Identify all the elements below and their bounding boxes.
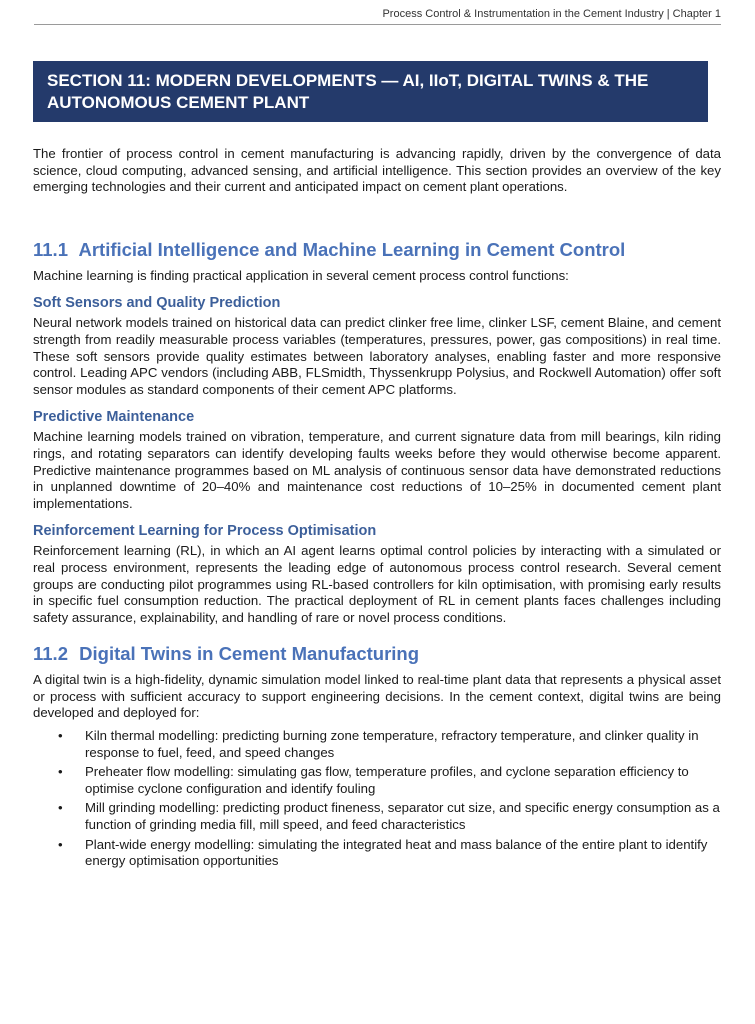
subheading-predictive-maintenance: Predictive Maintenance bbox=[33, 409, 195, 426]
heading-11-2-title: Digital Twins in Cement Manufacturing bbox=[79, 643, 420, 665]
list-item bbox=[33, 764, 721, 797]
digital-twin-uses-list bbox=[33, 728, 721, 870]
bullet-marker: • bbox=[58, 836, 63, 852]
reinforcement-learning-paragraph: Reinforcement learning (RL), in which an AI agent learns optimal control policies by interacting with a simulated or real process environment, represents the leading edge of autonomous process control research. Several cement groups are conducting pilot programmes using RL-based controllers for kiln optimisation, with promising early results in specific fuel consumption reduction. The practical deployment of RL in cement plants faces challenges including safety assurance, explainability, and handling of rare or novel process conditions. bbox=[33, 543, 721, 625]
heading-11-1-title: Artificial Intelligence and Machine Learning in Cement Control bbox=[78, 238, 626, 260]
section-11-2-intro: A digital twin is a high-fidelity, dynamic simulation model linked to real-time plant data that represents a physical asset or process with sufficient accuracy to support engineering decisions. In the cement context, digital twins are being developed and deployed for: bbox=[33, 672, 721, 721]
soft-sensors-paragraph: Neural network models trained on historical data can predict clinker free lime, clinker LSF, cement Blaine, and cement strength from readily measurable process variables (temperatures, pressures, power, gas compositions) in real time. These soft sensors provide quality estimates between laboratory analyses, enabling faster and more responsive control. Leading APC vendors (including ABB, FLSmidth, Thyssenkrupp Polysius, and Rockwell Automation) offer soft sensor modules as standard components of their cement APC platforms. bbox=[33, 315, 721, 397]
list-item-text: Mill grinding modelling: predicting product fineness, separator cut size, and specific energy consumption as a function of grinding media fill, mill speed, and feed characteristics bbox=[85, 800, 720, 833]
list-item-text: Plant-wide energy modelling: simulating the integrated heat and mass balance of the entire plant to identify energy optimisation opportunities bbox=[85, 836, 708, 869]
list-item-text: Preheater flow modelling: simulating gas flow, temperature profiles, and cyclone separation efficiency to optimise cyclone configuration and identify fouling bbox=[85, 764, 689, 796]
section-title: SECTION 11: MODERN DEVELOPMENTS — AI, IIoT, DIGITAL TWINS & THE AUTONOMOUS CEMENT PLANT bbox=[47, 71, 649, 112]
bullet-marker: • bbox=[58, 728, 63, 744]
bullet-marker: • bbox=[58, 764, 63, 780]
predictive-maintenance-paragraph: Machine learning models trained on vibration, temperature, and current signature data from mill bearings, kiln riding rings, and rotating separators can identify developing faults weeks before they would otherwise become apparent. Predictive maintenance programmes based on ML analysis of continuous sensor data have demonstrated reductions in unplanned downtime of 20–40% and maintenance cost reductions of 10–25% in documented cement plant implementations. bbox=[33, 429, 721, 511]
list-item-text: Kiln thermal modelling: predicting burning zone temperature, refractory temperature, and clinker quality in response to fuel, feed, and speed changes bbox=[85, 728, 699, 760]
running-header: Process Control & Instrumentation in the Cement Industry | Chapter 1 bbox=[382, 8, 721, 20]
section-intro: The frontier of process control in cement manufacturing is advancing rapidly, driven by the convergence of data science, cloud computing, advanced sensing, and artificial intelligence. This section provides an overview of the key emerging technologies and their current and anticipated impact on cement plant operations. bbox=[33, 146, 721, 195]
list-item bbox=[33, 800, 721, 833]
heading-11-2 bbox=[33, 642, 721, 666]
subheading-soft-sensors: Soft Sensors and Quality Prediction bbox=[33, 295, 281, 312]
section-11-1-intro: Machine learning is finding practical application in several cement process control functions: bbox=[33, 267, 569, 283]
heading-11-1-number: 11.1 bbox=[33, 238, 68, 260]
heading-11-2-number: 11.2 bbox=[33, 643, 68, 665]
section-banner bbox=[33, 61, 708, 122]
list-item bbox=[33, 728, 721, 761]
heading-11-1 bbox=[33, 238, 721, 262]
list-item bbox=[33, 837, 721, 870]
main-content bbox=[33, 146, 721, 873]
bullet-marker: • bbox=[58, 800, 63, 816]
subheading-reinforcement-learning: Reinforcement Learning for Process Optimisation bbox=[33, 523, 377, 540]
header-rule bbox=[34, 24, 721, 25]
